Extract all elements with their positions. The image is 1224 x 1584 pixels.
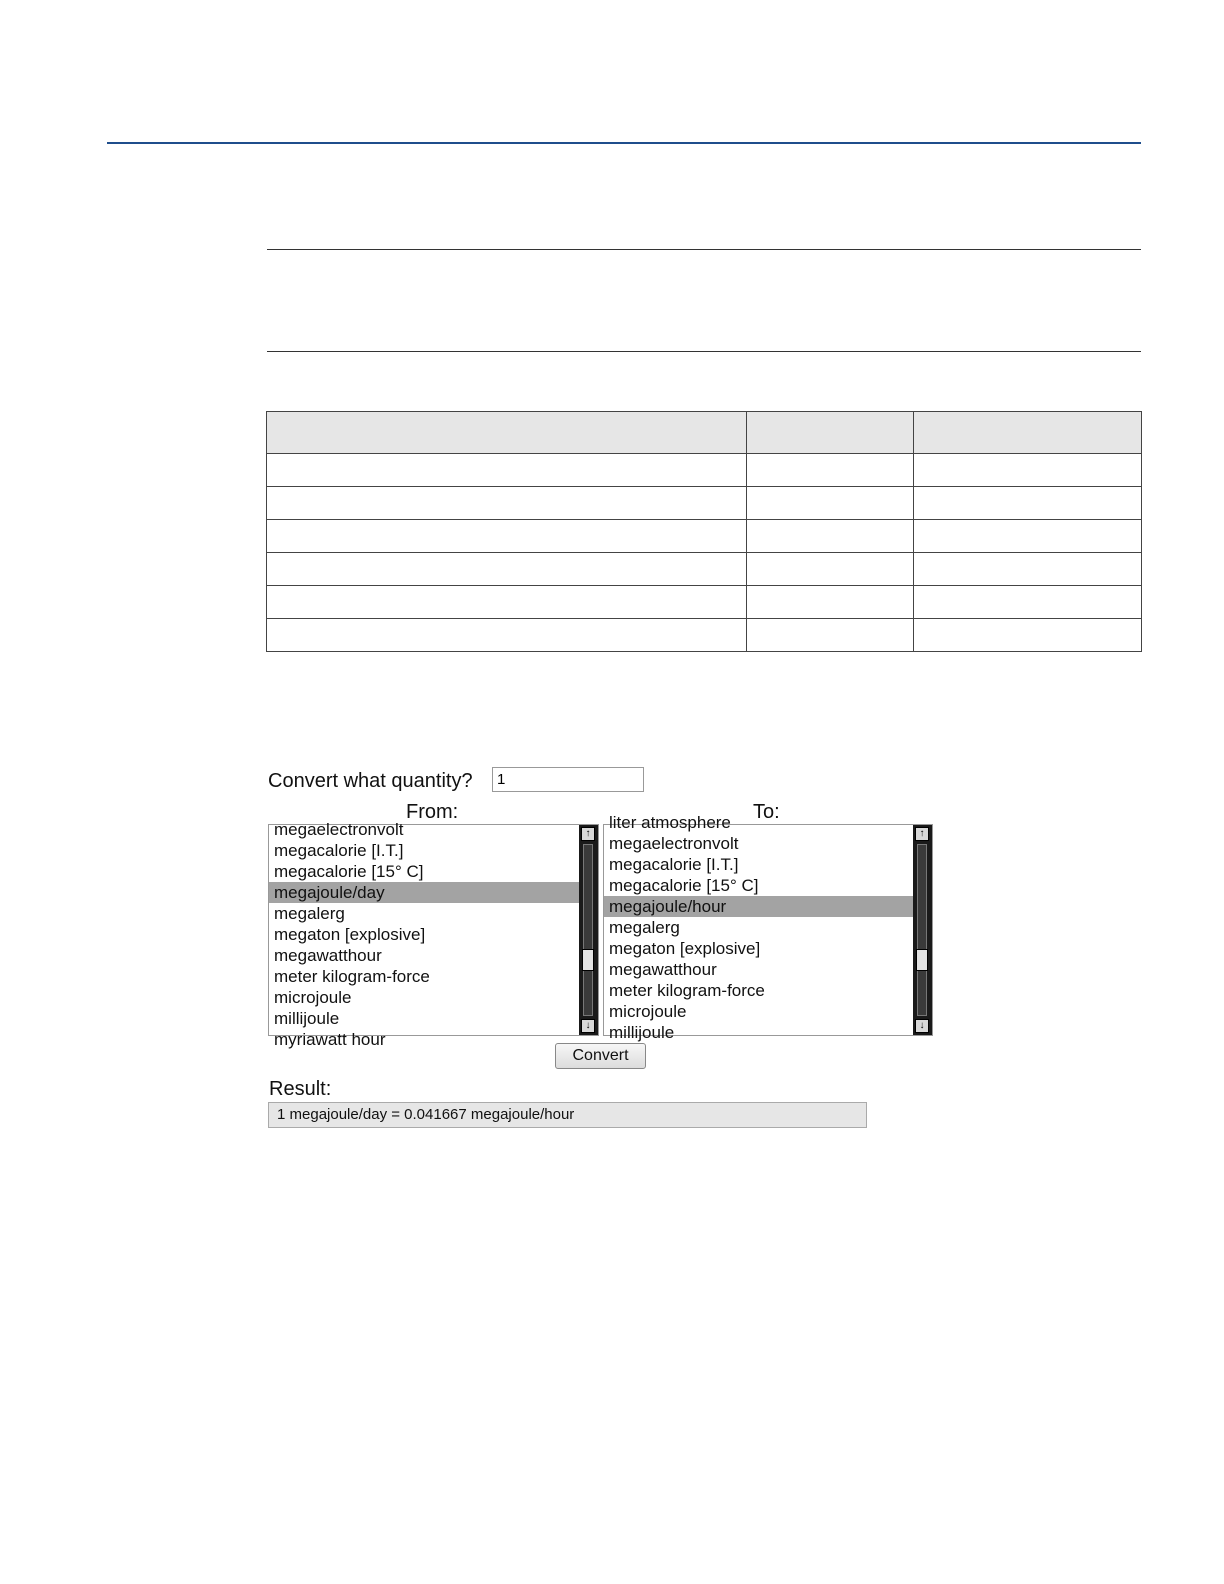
table-row [267, 487, 1142, 520]
table-cell [746, 553, 913, 586]
table-cell [913, 454, 1141, 487]
table-header-cell [267, 412, 747, 454]
to-unit-list[interactable] [604, 812, 913, 1043]
table-cell [267, 520, 747, 553]
unit-option[interactable]: meter kilogram-force [274, 967, 430, 986]
unit-option[interactable]: megacalorie [I.T.] [274, 841, 404, 860]
from-unit-list[interactable] [269, 819, 579, 1050]
table-cell [746, 586, 913, 619]
table-cell [267, 553, 747, 586]
unit-option[interactable]: meter kilogram-force [609, 981, 765, 1000]
table-cell [746, 520, 913, 553]
to-scrollbar[interactable] [913, 825, 932, 1035]
unit-option[interactable]: megacalorie [15° C] [274, 862, 424, 881]
table-row [267, 520, 1142, 553]
convert-button[interactable]: Convert [555, 1043, 646, 1069]
unit-option[interactable]: megaton [explosive] [609, 939, 761, 958]
unit-option[interactable]: megaelectronvolt [609, 834, 739, 853]
unit-option[interactable]: megawatthour [274, 946, 382, 965]
quantity-label: Convert what quantity? [268, 770, 473, 792]
table-row [267, 553, 1142, 586]
table-cell [913, 586, 1141, 619]
table-cell [746, 619, 913, 652]
table-cell [267, 454, 747, 487]
table-row [267, 586, 1142, 619]
table-cell [913, 487, 1141, 520]
to-unit-listbox[interactable] [603, 813, 933, 1042]
table-cell [746, 487, 913, 520]
section-rule-bottom [267, 351, 1141, 352]
unit-option[interactable]: microjoule [274, 988, 352, 1007]
unit-option[interactable]: millijoule [274, 1009, 340, 1028]
from-scrollbar[interactable] [579, 825, 598, 1035]
empty-table [266, 411, 1142, 652]
unit-option[interactable]: millijoule [609, 1023, 675, 1042]
unit-option[interactable]: megalerg [274, 904, 345, 923]
unit-option[interactable]: liter atmosphere [609, 813, 731, 832]
quantity-input[interactable] [492, 767, 644, 792]
scroll-track[interactable] [917, 844, 927, 1016]
table-header-cell [746, 412, 913, 454]
table-cell [267, 619, 747, 652]
scroll-down-arrow-icon[interactable]: ↓ [581, 1019, 595, 1033]
to-label: To: [753, 801, 780, 823]
section-rule-top [267, 249, 1141, 250]
table-header-row [267, 412, 1142, 454]
table-header-cell [913, 412, 1141, 454]
unit-option[interactable]: megaton [explosive] [274, 925, 426, 944]
scroll-up-arrow-icon[interactable]: ↑ [915, 827, 929, 841]
unit-option[interactable]: megajoule/hour [604, 896, 913, 917]
table-row [267, 619, 1142, 652]
table-row [267, 454, 1142, 487]
unit-option[interactable]: megacalorie [I.T.] [609, 855, 739, 874]
table-cell [267, 586, 747, 619]
result-label: Result: [269, 1078, 332, 1100]
table-cell [746, 454, 913, 487]
unit-option[interactable]: myriawatt hour [274, 1030, 386, 1049]
scroll-thumb[interactable] [916, 949, 928, 971]
unit-option[interactable]: megaelectronvolt [274, 820, 404, 839]
scroll-down-arrow-icon[interactable]: ↓ [915, 1019, 929, 1033]
unit-option[interactable]: megalerg [609, 918, 680, 937]
table-cell [913, 619, 1141, 652]
table-cell [913, 520, 1141, 553]
header-rule [107, 142, 1141, 144]
scroll-thumb[interactable] [582, 949, 594, 971]
unit-option[interactable]: microjoule [609, 1002, 687, 1021]
from-unit-listbox[interactable] [268, 820, 599, 1049]
table-cell [267, 487, 747, 520]
from-label: From: [406, 801, 459, 823]
unit-option[interactable]: megacalorie [15° C] [609, 876, 759, 895]
table-cell [913, 553, 1141, 586]
result-output: 1 megajoule/day = 0.041667 megajoule/hour [268, 1102, 867, 1128]
scroll-track[interactable] [583, 844, 593, 1016]
scroll-up-arrow-icon[interactable]: ↑ [581, 827, 595, 841]
unit-option[interactable]: megawatthour [609, 960, 717, 979]
unit-option[interactable]: megajoule/day [269, 882, 579, 903]
